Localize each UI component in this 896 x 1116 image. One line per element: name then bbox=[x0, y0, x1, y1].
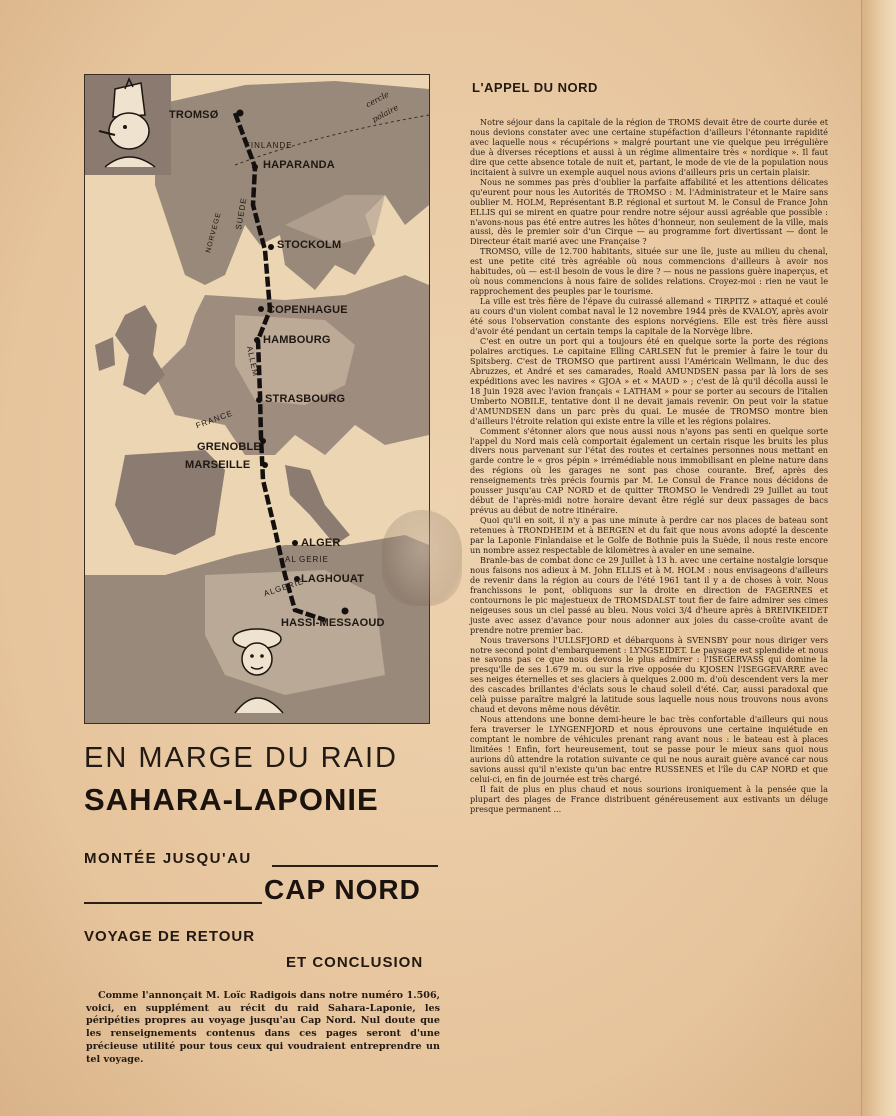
article-paragraph: C'est en outre un port qui a toujours été en quelque sorte la porte des régions polaires arctiques. Le capitaine Elling CARLSEN fut le premier à faire le tour du Spitsberg. C'est de TROMSO que partirent aussi l'Américain Wellmann, le duc des Abruzzes, et André et ses camarades, Roald AMUNDSEN passa par là lors de ses expéditions avec les navires « GJOA » et « MAUD » ; c'est de là qu'il décolla aussi le 18 Juin 1928 avec l'avion français « LATHAM » pour se porter au secours de l'italien Umberto NOBILE, tentative dont il ne devait jamais revenir. On peut voir la statue d'AMUNDSEN dans un parc près du quai. Le musée de TROMSO montre bien d'ailleurs l'étroite relation qui existe entre la ville et les régions polaires. bbox=[470, 335, 828, 426]
region-label-algerie-part2: GERIE bbox=[299, 555, 329, 564]
city-label-strasbourg: STRASBOURG bbox=[265, 393, 346, 405]
viking-cartoon-icon bbox=[85, 75, 171, 175]
article-paragraph: Notre séjour dans la capitale de la région de TROMS devait être de courte durée et nous devions constater avec une certaine stupéfaction d'ailleurs l'étonnante rapidité avec laquelle nous « récupérions » malgré pourtant une vie quelque peu irrégulière due à diverses réceptions et aussi à un régime alimentaire très « nordique ». Il faut dire que cette absence totale de nuit et, partant, le mode de vie de la population nous incitaient à suivre un exemple auquel nous avions d'ailleurs pris un certain plaisir. bbox=[470, 117, 828, 177]
region-label-france: FRANCE bbox=[194, 408, 235, 431]
subheading-montee: MONTÉE JUSQU'AU bbox=[84, 850, 252, 867]
author-portrait-photo bbox=[382, 510, 462, 606]
rule-line bbox=[84, 902, 262, 904]
subheading-cap-nord: CAP NORD bbox=[264, 874, 421, 905]
article-paragraph: Nous ne sommes pas près d'oublier la parfaite affabilité et les attentions délicates qu'eurent pour nous les Autorités de TROMSO : M. l'Administrateur et le Maire sans oublier M. HOLM, Représentant B.P. régional et surtout M. le Consul de France John ELLIS qui se mirent en quatre pour rendre notre séjour aussi agréable que possible : n'avons-nous pas été entre autres les hôtes d'honneur, non seulement de la ville, mais aussi, dès le premier soir d'un Cirque — au programme fort divertissant — dont le Directeur était marié avec une Française ? bbox=[470, 176, 828, 247]
region-label-allem: ALLEM bbox=[244, 345, 261, 378]
city-label-marseille: MARSEILLE bbox=[185, 459, 251, 471]
subheading-voyage-retour: VOYAGE DE RETOUR bbox=[84, 928, 256, 945]
article-paragraph: Il fait de plus en plus chaud et nous sourions ironiquement à la pensée que la plupart des plages de France distribuent généreusement aux estivants un déluge presque permanent ... bbox=[470, 783, 828, 814]
city-label-tromso: TROMSØ bbox=[169, 109, 219, 121]
city-label-hambourg: HAMBOURG bbox=[263, 334, 331, 346]
region-label-algerie-part1: AL bbox=[285, 555, 297, 564]
article-paragraph: Quoi qu'il en soit, il n'y a pas une minute à perdre car nos places de bateau sont retenues à TRONDHEIM et à BERGEN et du fait que nous avons adopté la descente par la Laponie Finlandaise et le Golfe de Bothnie puis la Suède, il nous reste encore un nombre assez respectable de kilomètres à avaler en une semaine. bbox=[470, 515, 828, 555]
subheading-conclusion: ET CONCLUSION bbox=[286, 954, 424, 971]
article-body bbox=[470, 118, 828, 815]
polar-circle-label-line1: cercle bbox=[364, 89, 391, 110]
article-paragraph: Branle-bas de combat donc ce 29 Juillet à 13 h. avec une certaine nostalgie lorsque nous faisons nos adieux à M. John ELLIS et à M. HOLM : nous envisageons d'ailleurs de revenir dans la région au cours de l'été 1961 tant il y a de choses à voir. Nous franchissons le pont, obliquons sur la droite en direction de FAGERNES et contournons le pic majestueux de TROMSDALST tout fier de faire admirer ses cimes neigeuses sous un ciel passé au bleu. Nous voici 3/4 d'heure après à BREIVIKEIDET juste avec assez d'avance pour nous adonner aux joies du casse-croûte avant de prendre notre premier bac. bbox=[470, 554, 828, 635]
city-label-grenoble: GRENOBLE bbox=[197, 441, 261, 453]
rule-line bbox=[272, 865, 438, 867]
city-label-hassi-messaoud: HASSI-MESSAOUD bbox=[281, 617, 385, 629]
explorer-cartoon-icon bbox=[225, 625, 295, 715]
region-label-algerie: ALGERIE bbox=[262, 576, 306, 599]
article-paragraph: TROMSO, ville de 12.700 habitants, située sur une île, juste au milieu du chenal, est une petite cité très agréable où nous commencions d'ailleurs à avoir nos habitudes, où — est-il besoin de vous le dire ? — nous ne passions guère inaperçus, et où nous commencions à nous faire de solides relations. Croyez-moi : rien ne vaut le rapprochement des peuples par le tourisme. bbox=[470, 246, 828, 297]
article-paragraph: La ville est très fière de l'épave du cuirassé allemand « TIRPITZ » attaqué et coulé au cours d'un violent combat naval le 12 novembre 1944 près de KVALOY, après avoir été sous l'observation constante des espions norvégiens. Elle est très fière aussi d'avoir été pendant un certain temps la capitale de la Norvège libre. bbox=[470, 296, 828, 337]
article-title: L'APPEL DU NORD bbox=[472, 80, 598, 95]
polar-circle-label-line2: polaire bbox=[370, 102, 400, 125]
city-label-haparanda: HAPARANDA bbox=[263, 159, 335, 171]
main-title: SAHARA-LAPONIE bbox=[84, 782, 379, 817]
region-label-norvege: NORVEGE bbox=[205, 211, 223, 254]
article-paragraph: Nous traversons l'ULLSFJORD et débarquons à SVENSBY pour nous diriger vers notre second point d'embarquement : LYNGSEIDET. Le paysage est splendide et nous ne savons pas ce que nous devons le plus admirer : l'ISEGERVASS qui domine la presqu'île de ses 1.679 m. ou sur la rive opposée du KJOSEN l'ISEGGEVARRE avec ses neiges éternelles et ses glaciers à quelques 2.000 m. d'où descendent vers la mer des cascades brillantes d'éclats sous le chaud soleil d'été. Car, aussi paradoxal que celà puisse paraître malgré la latitude sous laquelle nous nous trouvons nous avons chaud et devons même nous dévêtir. bbox=[470, 634, 828, 715]
city-label-copenhague: COPENHAGUE bbox=[267, 304, 348, 316]
kicker-heading: EN MARGE DU RAID bbox=[84, 742, 398, 774]
article-paragraph: Comment s'étonner alors que nous aussi nous n'ayons pas senti en quelque sorte l'appel du Nord mais celà comportait également un certain risque les bruits les plus divers nous parvenant sur l'état des routes et certaines personnes nous mettant en garde contre le « gros pépin » irrémédiable nous immobilisant en pleine nature dans des régions où les garages ne sont pas chose courante. Bref, après des renseignements très précis fournis par M. Le Consul de France nous décidons de pousser jusqu'au CAP NORD et de quitter TROMSO le Vendredi 29 Juillet au tout début de l'après-midi notre horaire devant être réglé sur deux passages de bacs prévus au début de notre itinéraire. bbox=[470, 425, 828, 516]
city-label-stockholm: STOCKOLM bbox=[277, 239, 342, 251]
route-map bbox=[84, 74, 430, 724]
article-paragraph: Nous attendons une bonne demi-heure le bac très confortable d'ailleurs qui nous fera traverser le LYNGENFJORD et nous éprouvons une certaine inquiétude en comptant le nombre de véhicules prenant rang avant nous : le bateau est à places limitées ! Enfin, fort heureusement, tout se passe pour le mieux sans quoi nous aurions dû attendre la rotation suivante ce qui ne nous aurait guère avancé car nous savions aussi qu'il n'existe qu'un bac entre RUSSENES et l'île du CAP NORD et que celui-ci, en fin de journée est très chargé. bbox=[470, 714, 828, 784]
page-edge bbox=[861, 0, 896, 1116]
region-label-finlande: FINLANDE bbox=[245, 141, 293, 150]
region-label-suede: SUEDE bbox=[234, 196, 249, 231]
city-label-alger: ALGER bbox=[301, 537, 341, 549]
intro-paragraph: Comme l'annonçait M. Loïc Radigois dans notre numéro 1.506, voici, en supplément au récit du raid Sahara-Laponie, les péripéties propres au voyage jusqu'au Cap Nord. Nul doute que les renseignements contenus dans ces pages seront d'une précieuse utilité pour tous ceux qui voudraient entreprendre un tel voyage. bbox=[86, 990, 440, 1065]
city-label-laghouat: LAGHOUAT bbox=[301, 573, 365, 585]
